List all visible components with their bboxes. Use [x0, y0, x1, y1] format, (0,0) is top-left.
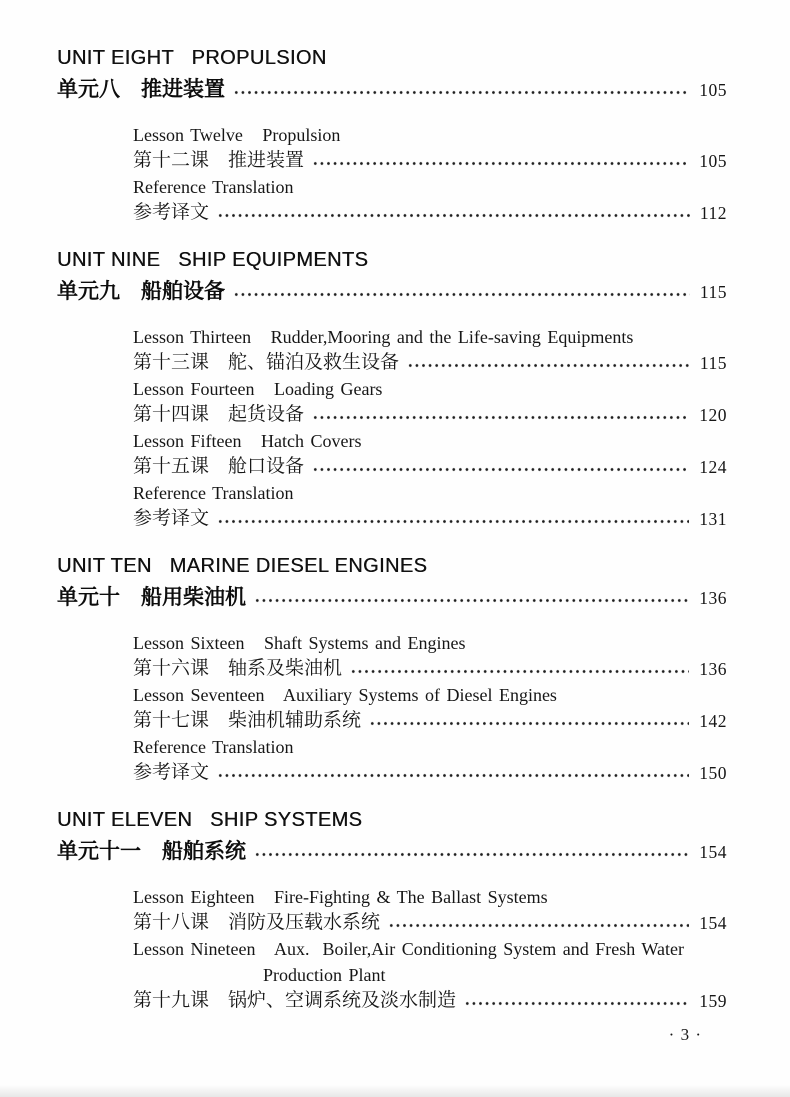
lesson-page-number: 150: [699, 763, 727, 783]
lesson-title-zh: 第十九课 锅炉、空调系统及淡水制造: [133, 990, 457, 1011]
dot-leader: [312, 402, 689, 428]
unit-title-zh: 单元八 推进装置: [57, 78, 225, 101]
lesson-title-zh: 参考译文: [133, 202, 210, 223]
unit-page-number: 115: [699, 282, 727, 302]
lesson-title-zh: 第十五课 舱口设备: [133, 456, 305, 477]
lesson-title-zh-row: [133, 910, 727, 936]
lesson-title-zh: 第十四课 起货设备: [133, 404, 305, 425]
lesson-title-en: Lesson Seventeen Auxiliary Systems of Diesel Engines: [133, 685, 557, 705]
unit-title-zh: 单元十 船用柴油机: [57, 586, 246, 609]
lesson-title-en: Lesson Fifteen Hatch Covers: [133, 431, 362, 451]
lesson-title-zh: 第十二课 推进装置: [133, 150, 305, 171]
unit-title-zh-row: [57, 76, 727, 104]
unit-title-zh-row: [57, 584, 727, 612]
lesson-title-zh-row: [133, 656, 727, 682]
lesson-title-en: Reference Translation: [133, 737, 294, 757]
unit-page-number: 105: [699, 80, 727, 100]
unit-page-number: 154: [699, 842, 727, 862]
unit-title-zh-row: [57, 278, 727, 306]
lesson-page-number: 124: [699, 457, 727, 477]
unit-section-eight: [57, 46, 727, 226]
dot-leader: [217, 200, 690, 226]
unit-title-en: UNIT ELEVEN SHIP SYSTEMS: [57, 809, 363, 831]
lesson-title-en: Lesson Eighteen Fire-Fighting & The Ballast Systems: [133, 887, 548, 907]
lesson-title-en: Lesson Fourteen Loading Gears: [133, 379, 383, 399]
dot-leader: [350, 656, 689, 682]
unit-title-en: UNIT EIGHT PROPULSION: [57, 47, 327, 69]
folio-page-number: · 3 ·: [668, 1025, 702, 1044]
dot-leader: [312, 454, 689, 480]
unit-lessons: [133, 122, 727, 226]
lesson-title-zh: 参考译文: [133, 762, 210, 783]
lesson-page-number: 154: [699, 913, 727, 933]
dot-leader: [254, 838, 689, 866]
unit-title-zh: 单元十一 船舶系统: [57, 840, 246, 863]
lesson-title-zh-row: [133, 506, 727, 532]
lesson-page-number: 136: [699, 659, 727, 679]
lesson-page-number: 131: [699, 509, 727, 529]
lesson-title-zh-row: [133, 200, 727, 226]
lesson-page-number: 159: [699, 991, 727, 1011]
unit-page-number: 136: [699, 588, 727, 608]
lesson-title-zh-row: [133, 350, 727, 376]
lesson-title-zh: 第十七课 柴油机辅助系统: [133, 710, 362, 731]
lesson-title-en: Lesson Sixteen Shaft Systems and Engines: [133, 633, 466, 653]
unit-lessons: [133, 630, 727, 786]
lesson-title-zh-row: [133, 988, 727, 1014]
unit-title-zh: 单元九 船舶设备: [57, 280, 225, 303]
lesson-title-zh-row: [133, 708, 727, 734]
dot-leader: [217, 760, 689, 786]
lesson-title-en: Lesson Thirteen Rudder,Mooring and the Life-saving Equipments: [133, 327, 634, 347]
lesson-title-zh: 参考译文: [133, 508, 210, 529]
dot-leader: [388, 910, 689, 936]
unit-section-eleven: [57, 808, 727, 1014]
lesson-page-number: 105: [699, 151, 727, 171]
dot-leader: [217, 506, 689, 532]
unit-title-zh-row: [57, 838, 727, 866]
dot-leader: [369, 708, 689, 734]
lesson-page-number: 142: [699, 711, 727, 731]
unit-lessons: [133, 324, 727, 532]
unit-lessons: [133, 884, 727, 1014]
dot-leader: [233, 76, 689, 104]
lesson-title-zh: 第十八课 消防及压载水系统: [133, 912, 381, 933]
unit-title-en: UNIT TEN MARINE DIESEL ENGINES: [57, 555, 428, 577]
lesson-title-zh-row: [133, 402, 727, 428]
lesson-page-number: 120: [699, 405, 727, 425]
lesson-title-zh-row: [133, 454, 727, 480]
lesson-title-zh-row: [133, 148, 727, 174]
lesson-title-en: Reference Translation: [133, 177, 294, 197]
dot-leader: [407, 350, 690, 376]
dot-leader: [464, 988, 689, 1014]
lesson-title-en: Reference Translation: [133, 483, 294, 503]
lesson-page-number: 115: [699, 353, 727, 373]
lesson-title-zh: 第十三课 舵、锚泊及救生设备: [133, 352, 400, 373]
dot-leader: [254, 584, 689, 612]
page-bottom-shadow: [0, 1085, 790, 1097]
lesson-title-en-continuation: Production Plant: [263, 965, 386, 985]
unit-title-en: UNIT NINE SHIP EQUIPMENTS: [57, 249, 369, 271]
unit-section-ten: [57, 554, 727, 786]
dot-leader: [233, 278, 690, 306]
lesson-title-zh-row: [133, 760, 727, 786]
dot-leader: [312, 148, 689, 174]
lesson-title-zh: 第十六课 轴系及柴油机: [133, 658, 343, 679]
unit-section-nine: [57, 248, 727, 532]
lesson-title-en: Lesson Nineteen Aux. Boiler,Air Conditioning System and Fresh Water: [133, 939, 684, 959]
lesson-page-number: 112: [699, 203, 727, 223]
lesson-title-en: Lesson Twelve Propulsion: [133, 125, 341, 145]
